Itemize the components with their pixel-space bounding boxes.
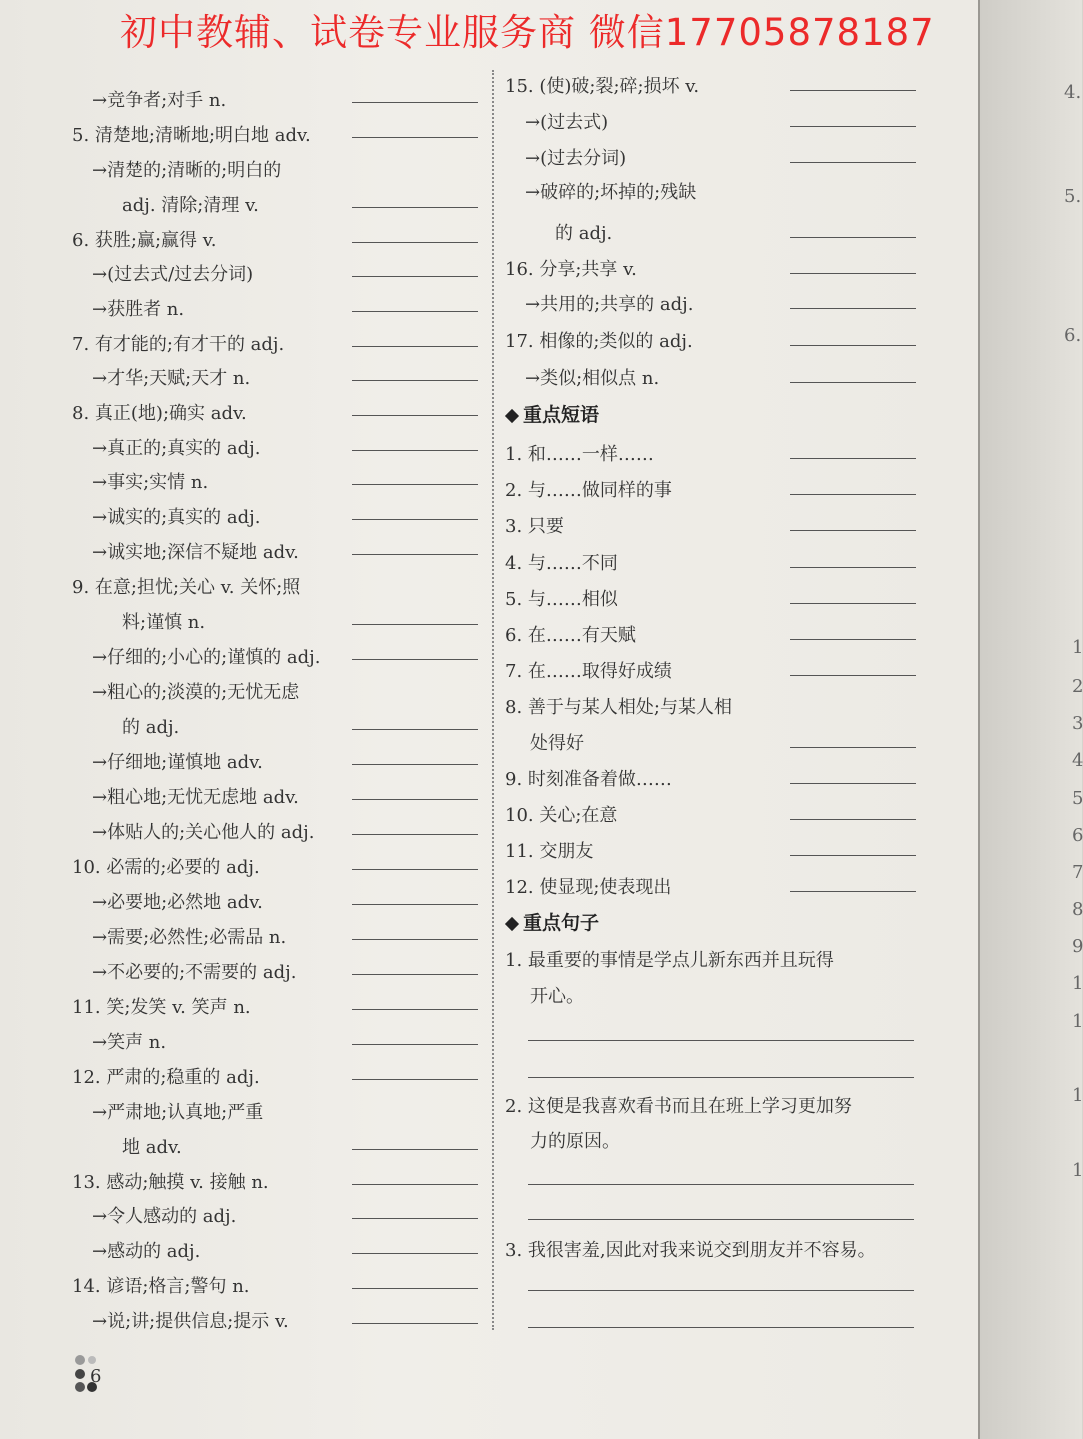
- vocab-item-left: 6. 获胜;赢;赢得 v.: [72, 230, 217, 251]
- sentence-answer-blank[interactable]: [528, 1077, 914, 1078]
- adjacent-page-number: 3: [1072, 713, 1083, 734]
- sentence-answer-blank[interactable]: [528, 1290, 914, 1291]
- answer-blank[interactable]: [790, 603, 916, 604]
- phrase-item: 2. 与……做同样的事: [505, 480, 672, 501]
- answer-blank[interactable]: [352, 380, 478, 381]
- adjacent-page-number: 1: [1072, 973, 1083, 994]
- answer-blank[interactable]: [790, 567, 916, 568]
- answer-blank[interactable]: [352, 1253, 478, 1254]
- phrase-item: 1. 和……一样……: [505, 444, 654, 465]
- answer-blank[interactable]: [790, 237, 916, 238]
- answer-blank[interactable]: [352, 484, 478, 485]
- vocab-item-left: 9. 在意;担忧;关心 v. 关怀;照: [72, 577, 301, 598]
- adjacent-page-number: 5: [1072, 788, 1083, 809]
- answer-blank[interactable]: [352, 939, 478, 940]
- answer-blank[interactable]: [352, 624, 478, 625]
- sentence-answer-blank[interactable]: [528, 1219, 914, 1220]
- answer-blank[interactable]: [352, 904, 478, 905]
- page-number: 6: [90, 1366, 102, 1387]
- answer-blank[interactable]: [352, 1009, 478, 1010]
- answer-blank[interactable]: [352, 137, 478, 138]
- answer-blank[interactable]: [352, 659, 478, 660]
- adjacent-page-number: 8: [1072, 899, 1083, 920]
- sentence-answer-blank[interactable]: [528, 1184, 914, 1185]
- answer-blank[interactable]: [352, 1079, 478, 1080]
- sentence-item: 力的原因。: [530, 1131, 620, 1152]
- vocab-item-left: 10. 必需的;必要的 adj.: [72, 857, 260, 878]
- vocab-item-left: 7. 有才能的;有才干的 adj.: [72, 334, 285, 355]
- vocab-item-left: →说;讲;提供信息;提示 v.: [92, 1311, 289, 1332]
- vocab-item-right: →破碎的;坏掉的;残缺: [525, 182, 697, 203]
- answer-blank[interactable]: [352, 242, 478, 243]
- column-divider: [492, 70, 494, 1330]
- answer-blank[interactable]: [790, 273, 916, 274]
- adjacent-page-number: 6.: [1064, 325, 1082, 346]
- answer-blank[interactable]: [352, 346, 478, 347]
- vocab-item-left: 14. 谚语;格言;警句 n.: [72, 1276, 250, 1297]
- answer-blank[interactable]: [790, 90, 916, 91]
- vocab-item-left: 13. 感动;触摸 v. 接触 n.: [72, 1172, 269, 1193]
- answer-blank[interactable]: [352, 974, 478, 975]
- adjacent-page-number: 4.: [1064, 82, 1082, 103]
- vocab-item-left: →获胜者 n.: [92, 299, 185, 320]
- answer-blank[interactable]: [790, 345, 916, 346]
- answer-blank[interactable]: [352, 1044, 478, 1045]
- section-title-text: 重点短语: [523, 404, 600, 426]
- adjacent-page-number: 1: [1072, 1085, 1083, 1106]
- vocab-item-right: →类似;相似点 n.: [525, 368, 660, 389]
- vocab-item-left: →(过去式/过去分词): [92, 264, 254, 285]
- adjacent-page-number: 5.: [1064, 186, 1082, 207]
- vocab-item-left: →诚实地;深信不疑地 adv.: [92, 542, 299, 563]
- adjacent-page-number: 1: [1072, 637, 1083, 658]
- phrase-item: 10. 关心;在意: [505, 805, 618, 826]
- answer-blank[interactable]: [790, 783, 916, 784]
- vocab-item-left: 的 adj.: [122, 717, 180, 738]
- answer-blank[interactable]: [790, 308, 916, 309]
- sentence-item: 3. 我很害羞,因此对我来说交到朋友并不容易。: [505, 1240, 876, 1261]
- vocab-item-right: 15. (使)破;裂;碎;损坏 v.: [505, 76, 700, 97]
- phrase-item: 6. 在……有天赋: [505, 625, 636, 646]
- answer-blank[interactable]: [352, 869, 478, 870]
- answer-blank[interactable]: [352, 450, 478, 451]
- vocab-item-left: →体贴人的;关心他人的 adj.: [92, 822, 315, 843]
- answer-blank[interactable]: [790, 126, 916, 127]
- adjacent-page-number: 1: [1072, 1011, 1083, 1032]
- vocab-item-left: →严肃地;认真地;严重: [92, 1102, 264, 1123]
- vocab-item-left: →笑声 n.: [92, 1032, 167, 1053]
- phrase-item: 8. 善于与某人相处;与某人相: [505, 697, 732, 718]
- answer-blank[interactable]: [352, 554, 478, 555]
- answer-blank[interactable]: [352, 102, 478, 103]
- vocab-item-left: →真正的;真实的 adj.: [92, 438, 261, 459]
- vocab-item-left: →竞争者;对手 n.: [92, 90, 227, 111]
- adjacent-page-number: 7: [1072, 862, 1083, 883]
- answer-blank[interactable]: [790, 494, 916, 495]
- vocab-item-right: 16. 分享;共享 v.: [505, 259, 637, 280]
- phrase-item: 7. 在……取得好成绩: [505, 661, 672, 682]
- phrase-item: 处得好: [530, 733, 584, 754]
- answer-blank[interactable]: [352, 1149, 478, 1150]
- answer-blank[interactable]: [352, 834, 478, 835]
- vocab-item-left: →需要;必然性;必需品 n.: [92, 927, 287, 948]
- answer-blank[interactable]: [790, 639, 916, 640]
- answer-blank[interactable]: [790, 530, 916, 531]
- answer-blank[interactable]: [790, 747, 916, 748]
- phrase-item: 9. 时刻准备着做……: [505, 769, 672, 790]
- answer-blank[interactable]: [352, 1288, 478, 1289]
- answer-blank[interactable]: [790, 819, 916, 820]
- vocab-item-left: 料;谨慎 n.: [122, 612, 206, 633]
- answer-blank[interactable]: [790, 891, 916, 892]
- adjacent-page-number: 9: [1072, 936, 1083, 957]
- answer-blank[interactable]: [352, 799, 478, 800]
- sentence-answer-blank[interactable]: [528, 1040, 914, 1041]
- answer-blank[interactable]: [790, 458, 916, 459]
- section-key-sentences: [507, 908, 599, 935]
- vocab-item-left: →诚实的;真实的 adj.: [92, 507, 261, 528]
- phrase-item: 3. 只要: [505, 516, 564, 537]
- vocab-item-left: 11. 笑;发笑 v. 笑声 n.: [72, 997, 251, 1018]
- vocab-item-left: →粗心的;淡漠的;无忧无虑: [92, 682, 300, 703]
- answer-blank[interactable]: [790, 382, 916, 383]
- phrase-item: 5. 与……相似: [505, 589, 618, 610]
- vocab-item-right: →共用的;共享的 adj.: [525, 294, 694, 315]
- sentence-item: 1. 最重要的事情是学点儿新东西并且玩得: [505, 950, 834, 971]
- diamond-bullet-icon: [505, 917, 519, 931]
- adjacent-page-number: 4: [1072, 750, 1083, 771]
- vocab-item-right: 的 adj.: [555, 223, 613, 244]
- vocab-item-left: →令人感动的 adj.: [92, 1206, 237, 1227]
- vocab-item-left: 5. 清楚地;清晰地;明白地 adv.: [72, 125, 311, 146]
- answer-blank[interactable]: [352, 1184, 478, 1185]
- adjacent-page-number: 6: [1072, 825, 1083, 846]
- vocab-item-left: adj. 清除;清理 v.: [122, 195, 259, 216]
- vocab-item-left: →仔细的;小心的;谨慎的 adj.: [92, 647, 321, 668]
- vocab-item-left: 8. 真正(地);确实 adv.: [72, 403, 247, 424]
- phrase-item: 11. 交朋友: [505, 841, 594, 862]
- section-title-text: 重点句子: [523, 912, 600, 934]
- adjacent-page-number: 2: [1072, 676, 1083, 697]
- vocab-item-left: 地 adv.: [122, 1137, 182, 1158]
- answer-blank[interactable]: [352, 276, 478, 277]
- vocab-item-right: 17. 相像的;类似的 adj.: [505, 331, 693, 352]
- phrase-item: 4. 与……不同: [505, 553, 618, 574]
- answer-blank[interactable]: [352, 207, 478, 208]
- vocab-item-left: →感动的 adj.: [92, 1241, 201, 1262]
- vocab-item-left: →不必要的;不需要的 adj.: [92, 962, 297, 983]
- vocab-item-left: →清楚的;清晰的;明白的: [92, 160, 282, 181]
- vocab-item-left: →必要地;必然地 adv.: [92, 892, 263, 913]
- answer-blank[interactable]: [790, 855, 916, 856]
- answer-blank[interactable]: [352, 1323, 478, 1324]
- adjacent-page-edge: [978, 0, 1082, 1439]
- answer-blank[interactable]: [790, 162, 916, 163]
- vocab-item-right: →(过去式): [525, 112, 609, 133]
- sentence-item: 开心。: [530, 986, 584, 1007]
- answer-blank[interactable]: [352, 764, 478, 765]
- answer-blank[interactable]: [352, 311, 478, 312]
- section-key-phrases: [507, 400, 599, 427]
- answer-blank[interactable]: [352, 1218, 478, 1219]
- vocab-item-left: →仔细地;谨慎地 adv.: [92, 752, 263, 773]
- answer-blank[interactable]: [352, 519, 478, 520]
- diamond-bullet-icon: [505, 409, 519, 423]
- answer-blank[interactable]: [352, 729, 478, 730]
- vocab-item-right: →(过去分词): [525, 148, 627, 169]
- vocab-item-left: →粗心地;无忧无虑地 adv.: [92, 787, 299, 808]
- answer-blank[interactable]: [352, 415, 478, 416]
- vocab-item-left: →事实;实情 n.: [92, 472, 209, 493]
- vocab-item-left: 12. 严肃的;稳重的 adj.: [72, 1067, 260, 1088]
- vocab-item-left: →才华;天赋;天才 n.: [92, 368, 251, 389]
- sentence-item: 2. 这便是我喜欢看书而且在班上学习更加努: [505, 1096, 852, 1117]
- watermark-text: 初中教辅、试卷专业服务商 微信17705878187: [120, 11, 935, 54]
- sentence-answer-blank[interactable]: [528, 1327, 914, 1328]
- adjacent-page-number: 1: [1072, 1160, 1083, 1181]
- answer-blank[interactable]: [790, 675, 916, 676]
- phrase-item: 12. 使显现;使表现出: [505, 877, 672, 898]
